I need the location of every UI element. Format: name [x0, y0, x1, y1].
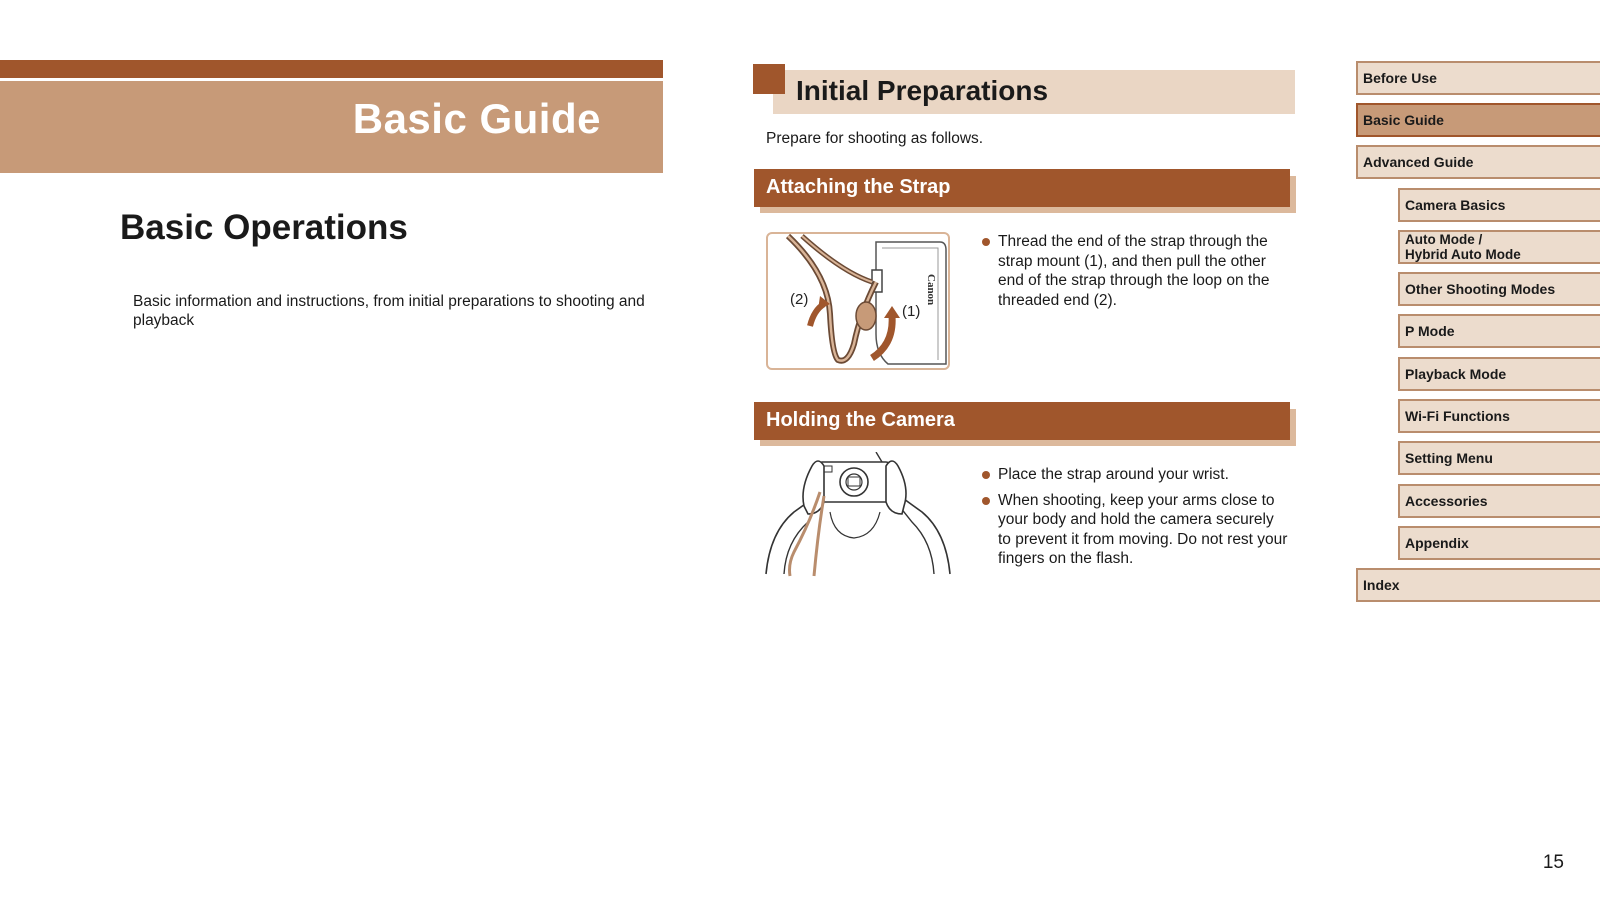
- list-item: Thread the end of the strap through the strap mount (1), and then pull the other end of the strap through the loop on the threaded end (2).: [982, 232, 1288, 310]
- camera-brand-text: Canon: [925, 274, 937, 306]
- nav-tab-setting-menu[interactable]: Setting Menu: [1398, 441, 1600, 475]
- holding-illustration: [764, 452, 954, 578]
- section-title: Basic Operations: [120, 208, 408, 247]
- strap-illustration: [766, 232, 950, 370]
- intro-text: Prepare for shooting as follows.: [766, 130, 984, 147]
- bullet-icon: [982, 497, 990, 505]
- holding-section-header: Holding the Camera: [754, 402, 1290, 440]
- strap-drawing: [768, 234, 948, 368]
- heading-square: [753, 64, 785, 94]
- page-heading: Initial Preparations: [796, 75, 1049, 106]
- nav-tab-index[interactable]: Index: [1356, 568, 1600, 602]
- banner-title: Basic Guide: [352, 95, 601, 142]
- strap-bullets: [982, 232, 1288, 316]
- basic-guide-banner: [0, 81, 663, 173]
- nav-tab-before-use[interactable]: Before Use: [1356, 61, 1600, 95]
- nav-tab-p-mode[interactable]: P Mode: [1398, 314, 1600, 348]
- nav-tab-wifi-functions[interactable]: Wi-Fi Functions: [1398, 399, 1600, 433]
- nav-tab-auto-mode[interactable]: Auto Mode / Hybrid Auto Mode: [1398, 230, 1600, 264]
- nav-tab-basic-guide[interactable]: Basic Guide: [1356, 103, 1600, 137]
- page-number: 15: [1542, 852, 1564, 873]
- nav-tab-advanced-guide[interactable]: Advanced Guide: [1356, 145, 1600, 179]
- section-description: Basic information and instructions, from initial preparations to shooting and playback: [133, 293, 645, 329]
- nav-tab-appendix[interactable]: Appendix: [1398, 526, 1600, 560]
- nav-tab-camera-basics[interactable]: Camera Basics: [1398, 188, 1600, 222]
- holding-drawing: [764, 452, 954, 578]
- bullet-icon: [982, 238, 990, 246]
- bullet-icon: [982, 471, 990, 479]
- strap-section-header: Attaching the Strap: [754, 169, 1290, 207]
- label-1: (1): [902, 303, 921, 320]
- banner-top-stripe: [0, 60, 663, 78]
- label-2: (2): [790, 291, 809, 308]
- list-item: When shooting, keep your arms close to your body and hold the camera securely to prevent it from moving. Do not rest your fingers on the flash.: [982, 491, 1288, 569]
- holding-bullets: [982, 465, 1288, 575]
- list-item: Place the strap around your wrist.: [982, 465, 1288, 485]
- nav-tab-other-shooting-modes[interactable]: Other Shooting Modes: [1398, 272, 1600, 306]
- nav-tab-playback-mode[interactable]: Playback Mode: [1398, 357, 1600, 391]
- nav-tab-accessories[interactable]: Accessories: [1398, 484, 1600, 518]
